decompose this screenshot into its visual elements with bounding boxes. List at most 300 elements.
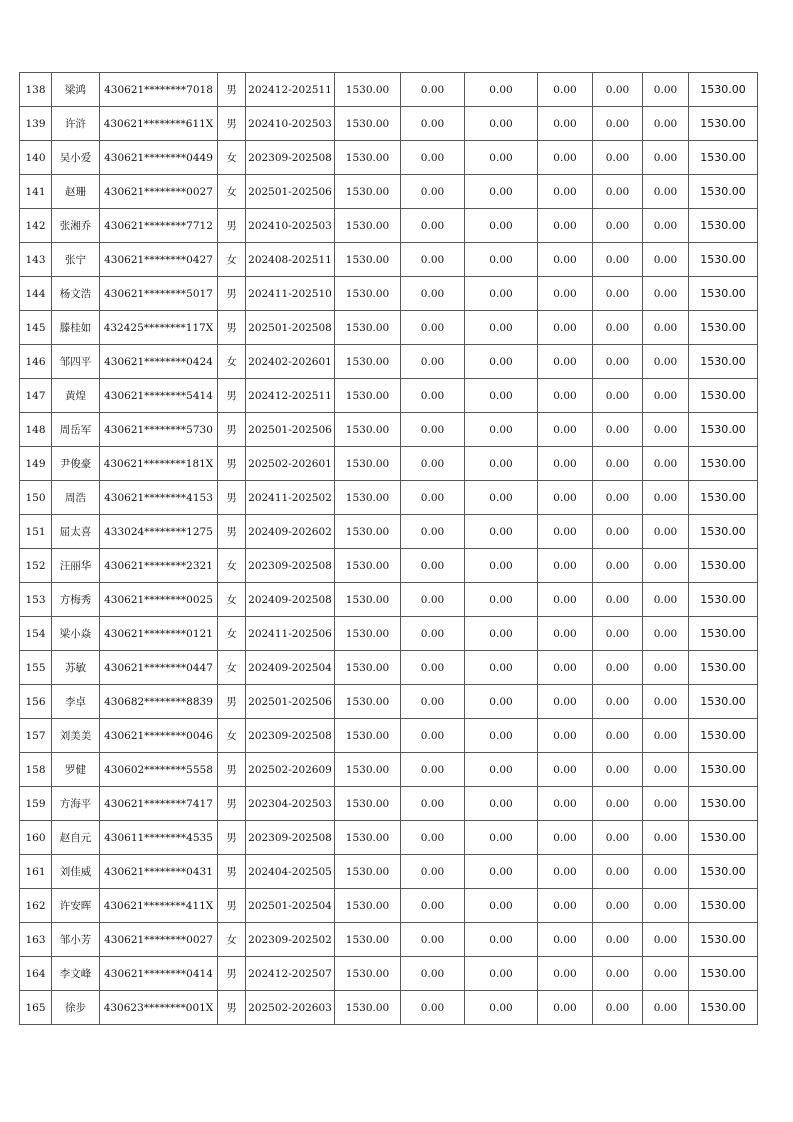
cell-gender: 男 (218, 855, 246, 889)
cell-deduction-4: 0.00 (593, 141, 643, 175)
cell-deduction-4: 0.00 (593, 855, 643, 889)
cell-deduction-2: 0.00 (465, 923, 538, 957)
cell-deduction-1: 0.00 (401, 583, 465, 617)
cell-name: 汪丽华 (52, 549, 100, 583)
cell-total-amount: 1530.00 (689, 923, 758, 957)
cell-deduction-5: 0.00 (643, 617, 689, 651)
cell-deduction-1: 0.00 (401, 957, 465, 991)
cell-deduction-4: 0.00 (593, 481, 643, 515)
cell-gender: 男 (218, 991, 246, 1025)
cell-name: 刘佳威 (52, 855, 100, 889)
cell-row-number: 147 (20, 379, 52, 413)
cell-row-number: 165 (20, 991, 52, 1025)
cell-id-number: 430621********7018 (100, 73, 218, 107)
cell-gender: 女 (218, 549, 246, 583)
cell-standard-amount: 1530.00 (335, 277, 401, 311)
cell-row-number: 148 (20, 413, 52, 447)
cell-deduction-2: 0.00 (465, 787, 538, 821)
cell-deduction-2: 0.00 (465, 107, 538, 141)
subsidy-table (19, 72, 758, 1025)
cell-deduction-4: 0.00 (593, 821, 643, 855)
cell-deduction-4: 0.00 (593, 107, 643, 141)
cell-deduction-2: 0.00 (465, 651, 538, 685)
cell-deduction-3: 0.00 (538, 481, 593, 515)
cell-period: 202412-202507 (246, 957, 335, 991)
cell-deduction-3: 0.00 (538, 719, 593, 753)
cell-total-amount: 1530.00 (689, 209, 758, 243)
cell-total-amount: 1530.00 (689, 379, 758, 413)
cell-id-number: 430621********411X (100, 889, 218, 923)
cell-deduction-5: 0.00 (643, 481, 689, 515)
cell-id-number: 430621********7417 (100, 787, 218, 821)
cell-name: 徐步 (52, 991, 100, 1025)
cell-standard-amount: 1530.00 (335, 243, 401, 277)
cell-name: 刘美美 (52, 719, 100, 753)
cell-gender: 男 (218, 753, 246, 787)
cell-deduction-2: 0.00 (465, 447, 538, 481)
cell-id-number: 430621********5414 (100, 379, 218, 413)
table-row (20, 651, 758, 685)
cell-id-number: 430621********0027 (100, 175, 218, 209)
cell-standard-amount: 1530.00 (335, 923, 401, 957)
cell-id-number: 432425********117X (100, 311, 218, 345)
cell-deduction-5: 0.00 (643, 277, 689, 311)
cell-standard-amount: 1530.00 (335, 515, 401, 549)
cell-period: 202409-202508 (246, 583, 335, 617)
cell-standard-amount: 1530.00 (335, 345, 401, 379)
cell-total-amount: 1530.00 (689, 549, 758, 583)
cell-deduction-4: 0.00 (593, 277, 643, 311)
cell-deduction-4: 0.00 (593, 345, 643, 379)
cell-name: 苏敏 (52, 651, 100, 685)
cell-deduction-2: 0.00 (465, 515, 538, 549)
cell-deduction-5: 0.00 (643, 243, 689, 277)
cell-standard-amount: 1530.00 (335, 447, 401, 481)
table-row (20, 277, 758, 311)
cell-deduction-2: 0.00 (465, 243, 538, 277)
cell-row-number: 155 (20, 651, 52, 685)
cell-standard-amount: 1530.00 (335, 379, 401, 413)
cell-row-number: 141 (20, 175, 52, 209)
cell-period: 202409-202602 (246, 515, 335, 549)
cell-deduction-3: 0.00 (538, 141, 593, 175)
cell-deduction-5: 0.00 (643, 209, 689, 243)
cell-deduction-1: 0.00 (401, 821, 465, 855)
cell-period: 202411-202502 (246, 481, 335, 515)
cell-gender: 女 (218, 345, 246, 379)
cell-id-number: 430621********0449 (100, 141, 218, 175)
cell-deduction-1: 0.00 (401, 889, 465, 923)
cell-total-amount: 1530.00 (689, 107, 758, 141)
cell-total-amount: 1530.00 (689, 141, 758, 175)
cell-deduction-1: 0.00 (401, 243, 465, 277)
cell-period: 202304-202503 (246, 787, 335, 821)
cell-period: 202410-202503 (246, 107, 335, 141)
cell-standard-amount: 1530.00 (335, 583, 401, 617)
cell-deduction-5: 0.00 (643, 107, 689, 141)
cell-deduction-4: 0.00 (593, 515, 643, 549)
cell-name: 张湘乔 (52, 209, 100, 243)
cell-standard-amount: 1530.00 (335, 617, 401, 651)
cell-deduction-3: 0.00 (538, 787, 593, 821)
cell-id-number: 430621********0046 (100, 719, 218, 753)
cell-row-number: 151 (20, 515, 52, 549)
cell-deduction-3: 0.00 (538, 685, 593, 719)
cell-deduction-1: 0.00 (401, 787, 465, 821)
cell-deduction-5: 0.00 (643, 345, 689, 379)
cell-deduction-3: 0.00 (538, 923, 593, 957)
cell-standard-amount: 1530.00 (335, 787, 401, 821)
cell-row-number: 146 (20, 345, 52, 379)
cell-deduction-1: 0.00 (401, 277, 465, 311)
cell-period: 202502-202603 (246, 991, 335, 1025)
cell-deduction-4: 0.00 (593, 617, 643, 651)
cell-gender: 男 (218, 209, 246, 243)
cell-total-amount: 1530.00 (689, 617, 758, 651)
cell-deduction-3: 0.00 (538, 345, 593, 379)
cell-id-number: 430621********7712 (100, 209, 218, 243)
cell-deduction-3: 0.00 (538, 107, 593, 141)
cell-deduction-2: 0.00 (465, 379, 538, 413)
cell-name: 赵珊 (52, 175, 100, 209)
cell-period: 202309-202508 (246, 719, 335, 753)
cell-deduction-5: 0.00 (643, 311, 689, 345)
cell-deduction-2: 0.00 (465, 957, 538, 991)
cell-total-amount: 1530.00 (689, 685, 758, 719)
cell-total-amount: 1530.00 (689, 73, 758, 107)
cell-standard-amount: 1530.00 (335, 311, 401, 345)
cell-id-number: 430621********0427 (100, 243, 218, 277)
cell-row-number: 142 (20, 209, 52, 243)
table-row (20, 311, 758, 345)
cell-deduction-2: 0.00 (465, 175, 538, 209)
cell-deduction-2: 0.00 (465, 277, 538, 311)
cell-period: 202309-202502 (246, 923, 335, 957)
table-row (20, 379, 758, 413)
cell-id-number: 430621********0121 (100, 617, 218, 651)
cell-standard-amount: 1530.00 (335, 549, 401, 583)
cell-gender: 男 (218, 889, 246, 923)
cell-row-number: 158 (20, 753, 52, 787)
cell-deduction-2: 0.00 (465, 889, 538, 923)
cell-deduction-4: 0.00 (593, 447, 643, 481)
table-row (20, 889, 758, 923)
cell-name: 梁小焱 (52, 617, 100, 651)
cell-deduction-5: 0.00 (643, 73, 689, 107)
cell-deduction-5: 0.00 (643, 787, 689, 821)
cell-gender: 男 (218, 957, 246, 991)
cell-deduction-1: 0.00 (401, 107, 465, 141)
cell-name: 许浒 (52, 107, 100, 141)
cell-deduction-2: 0.00 (465, 685, 538, 719)
cell-gender: 男 (218, 107, 246, 141)
cell-period: 202411-202510 (246, 277, 335, 311)
cell-total-amount: 1530.00 (689, 719, 758, 753)
cell-deduction-1: 0.00 (401, 719, 465, 753)
cell-deduction-5: 0.00 (643, 515, 689, 549)
cell-standard-amount: 1530.00 (335, 855, 401, 889)
cell-deduction-1: 0.00 (401, 685, 465, 719)
cell-row-number: 139 (20, 107, 52, 141)
cell-period: 202412-202511 (246, 73, 335, 107)
cell-id-number: 430621********181X (100, 447, 218, 481)
cell-deduction-4: 0.00 (593, 889, 643, 923)
cell-row-number: 143 (20, 243, 52, 277)
cell-period: 202501-202508 (246, 311, 335, 345)
cell-total-amount: 1530.00 (689, 243, 758, 277)
cell-deduction-3: 0.00 (538, 651, 593, 685)
cell-deduction-2: 0.00 (465, 481, 538, 515)
cell-deduction-5: 0.00 (643, 175, 689, 209)
cell-deduction-5: 0.00 (643, 889, 689, 923)
cell-deduction-1: 0.00 (401, 515, 465, 549)
cell-deduction-3: 0.00 (538, 311, 593, 345)
cell-row-number: 144 (20, 277, 52, 311)
cell-name: 周岳军 (52, 413, 100, 447)
cell-period: 202501-202506 (246, 685, 335, 719)
cell-deduction-5: 0.00 (643, 753, 689, 787)
cell-deduction-2: 0.00 (465, 311, 538, 345)
cell-gender: 男 (218, 481, 246, 515)
cell-period: 202309-202508 (246, 821, 335, 855)
cell-deduction-2: 0.00 (465, 345, 538, 379)
cell-gender: 女 (218, 719, 246, 753)
cell-deduction-4: 0.00 (593, 651, 643, 685)
cell-id-number: 430621********5017 (100, 277, 218, 311)
cell-row-number: 145 (20, 311, 52, 345)
table-row (20, 243, 758, 277)
cell-deduction-3: 0.00 (538, 855, 593, 889)
cell-deduction-2: 0.00 (465, 583, 538, 617)
cell-name: 李文峰 (52, 957, 100, 991)
cell-period: 202502-202601 (246, 447, 335, 481)
cell-gender: 女 (218, 243, 246, 277)
cell-gender: 男 (218, 311, 246, 345)
cell-name: 邹四平 (52, 345, 100, 379)
cell-name: 方梅秀 (52, 583, 100, 617)
cell-row-number: 154 (20, 617, 52, 651)
cell-deduction-1: 0.00 (401, 855, 465, 889)
cell-deduction-1: 0.00 (401, 413, 465, 447)
cell-deduction-5: 0.00 (643, 855, 689, 889)
cell-name: 邹小芳 (52, 923, 100, 957)
cell-period: 202402-202601 (246, 345, 335, 379)
table-row (20, 583, 758, 617)
cell-period: 202501-202506 (246, 413, 335, 447)
cell-standard-amount: 1530.00 (335, 957, 401, 991)
table-row (20, 447, 758, 481)
cell-deduction-4: 0.00 (593, 583, 643, 617)
cell-deduction-4: 0.00 (593, 413, 643, 447)
cell-total-amount: 1530.00 (689, 957, 758, 991)
cell-deduction-1: 0.00 (401, 923, 465, 957)
cell-id-number: 430682********8839 (100, 685, 218, 719)
cell-deduction-3: 0.00 (538, 753, 593, 787)
cell-standard-amount: 1530.00 (335, 141, 401, 175)
cell-total-amount: 1530.00 (689, 889, 758, 923)
cell-standard-amount: 1530.00 (335, 651, 401, 685)
cell-gender: 男 (218, 787, 246, 821)
cell-gender: 男 (218, 73, 246, 107)
cell-deduction-3: 0.00 (538, 957, 593, 991)
cell-gender: 男 (218, 685, 246, 719)
table-row (20, 515, 758, 549)
cell-period: 202410-202503 (246, 209, 335, 243)
cell-row-number: 152 (20, 549, 52, 583)
cell-row-number: 160 (20, 821, 52, 855)
cell-row-number: 153 (20, 583, 52, 617)
cell-deduction-1: 0.00 (401, 345, 465, 379)
cell-deduction-4: 0.00 (593, 787, 643, 821)
cell-period: 202502-202609 (246, 753, 335, 787)
cell-row-number: 164 (20, 957, 52, 991)
cell-deduction-1: 0.00 (401, 753, 465, 787)
cell-id-number: 430621********0027 (100, 923, 218, 957)
cell-period: 202411-202506 (246, 617, 335, 651)
cell-deduction-3: 0.00 (538, 991, 593, 1025)
cell-total-amount: 1530.00 (689, 413, 758, 447)
cell-gender: 女 (218, 583, 246, 617)
table-row (20, 175, 758, 209)
cell-standard-amount: 1530.00 (335, 685, 401, 719)
cell-gender: 男 (218, 821, 246, 855)
cell-deduction-2: 0.00 (465, 821, 538, 855)
cell-name: 黄煌 (52, 379, 100, 413)
cell-period: 202501-202506 (246, 175, 335, 209)
cell-deduction-1: 0.00 (401, 209, 465, 243)
cell-total-amount: 1530.00 (689, 515, 758, 549)
cell-id-number: 430621********0431 (100, 855, 218, 889)
cell-name: 罗健 (52, 753, 100, 787)
cell-name: 尹俊豪 (52, 447, 100, 481)
cell-deduction-5: 0.00 (643, 991, 689, 1025)
cell-gender: 女 (218, 923, 246, 957)
cell-deduction-1: 0.00 (401, 175, 465, 209)
cell-deduction-5: 0.00 (643, 957, 689, 991)
cell-name: 许安晖 (52, 889, 100, 923)
cell-gender: 男 (218, 515, 246, 549)
table-row (20, 855, 758, 889)
cell-row-number: 162 (20, 889, 52, 923)
cell-period: 202409-202504 (246, 651, 335, 685)
cell-deduction-3: 0.00 (538, 889, 593, 923)
cell-total-amount: 1530.00 (689, 447, 758, 481)
cell-deduction-5: 0.00 (643, 923, 689, 957)
cell-id-number: 430621********4153 (100, 481, 218, 515)
cell-deduction-4: 0.00 (593, 719, 643, 753)
cell-deduction-2: 0.00 (465, 719, 538, 753)
cell-deduction-3: 0.00 (538, 821, 593, 855)
cell-name: 滕桂如 (52, 311, 100, 345)
cell-total-amount: 1530.00 (689, 753, 758, 787)
cell-total-amount: 1530.00 (689, 277, 758, 311)
cell-name: 赵自元 (52, 821, 100, 855)
cell-deduction-3: 0.00 (538, 277, 593, 311)
cell-deduction-5: 0.00 (643, 821, 689, 855)
cell-deduction-4: 0.00 (593, 549, 643, 583)
cell-deduction-1: 0.00 (401, 617, 465, 651)
cell-row-number: 140 (20, 141, 52, 175)
cell-row-number: 163 (20, 923, 52, 957)
cell-deduction-4: 0.00 (593, 73, 643, 107)
cell-deduction-3: 0.00 (538, 515, 593, 549)
cell-name: 杨文浩 (52, 277, 100, 311)
table-row (20, 957, 758, 991)
table-row (20, 685, 758, 719)
cell-name: 李卓 (52, 685, 100, 719)
cell-deduction-4: 0.00 (593, 753, 643, 787)
cell-id-number: 430621********0414 (100, 957, 218, 991)
cell-name: 屈太喜 (52, 515, 100, 549)
cell-standard-amount: 1530.00 (335, 73, 401, 107)
cell-deduction-2: 0.00 (465, 991, 538, 1025)
cell-id-number: 430621********0025 (100, 583, 218, 617)
cell-id-number: 430611********4535 (100, 821, 218, 855)
cell-id-number: 430621********611X (100, 107, 218, 141)
cell-period: 202501-202504 (246, 889, 335, 923)
cell-deduction-3: 0.00 (538, 447, 593, 481)
cell-deduction-4: 0.00 (593, 379, 643, 413)
cell-deduction-3: 0.00 (538, 379, 593, 413)
cell-id-number: 430621********0424 (100, 345, 218, 379)
table-row (20, 345, 758, 379)
cell-period: 202412-202511 (246, 379, 335, 413)
cell-deduction-2: 0.00 (465, 549, 538, 583)
cell-total-amount: 1530.00 (689, 651, 758, 685)
cell-gender: 男 (218, 277, 246, 311)
cell-deduction-3: 0.00 (538, 175, 593, 209)
cell-gender: 男 (218, 379, 246, 413)
cell-gender: 女 (218, 175, 246, 209)
cell-deduction-1: 0.00 (401, 481, 465, 515)
cell-total-amount: 1530.00 (689, 311, 758, 345)
cell-name: 张宁 (52, 243, 100, 277)
cell-deduction-4: 0.00 (593, 175, 643, 209)
cell-deduction-4: 0.00 (593, 243, 643, 277)
cell-period: 202408-202511 (246, 243, 335, 277)
cell-deduction-3: 0.00 (538, 209, 593, 243)
cell-deduction-2: 0.00 (465, 413, 538, 447)
cell-deduction-2: 0.00 (465, 617, 538, 651)
cell-deduction-1: 0.00 (401, 447, 465, 481)
cell-standard-amount: 1530.00 (335, 719, 401, 753)
cell-deduction-2: 0.00 (465, 141, 538, 175)
cell-deduction-1: 0.00 (401, 549, 465, 583)
cell-deduction-2: 0.00 (465, 855, 538, 889)
cell-id-number: 430621********0447 (100, 651, 218, 685)
table-row (20, 617, 758, 651)
cell-deduction-1: 0.00 (401, 311, 465, 345)
cell-deduction-4: 0.00 (593, 923, 643, 957)
cell-deduction-1: 0.00 (401, 379, 465, 413)
cell-id-number: 430621********2321 (100, 549, 218, 583)
table-row (20, 413, 758, 447)
cell-deduction-3: 0.00 (538, 413, 593, 447)
cell-standard-amount: 1530.00 (335, 413, 401, 447)
cell-standard-amount: 1530.00 (335, 107, 401, 141)
table-row (20, 923, 758, 957)
cell-name: 梁鸿 (52, 73, 100, 107)
cell-total-amount: 1530.00 (689, 175, 758, 209)
cell-row-number: 157 (20, 719, 52, 753)
cell-row-number: 150 (20, 481, 52, 515)
cell-deduction-2: 0.00 (465, 73, 538, 107)
cell-deduction-5: 0.00 (643, 583, 689, 617)
cell-row-number: 149 (20, 447, 52, 481)
cell-standard-amount: 1530.00 (335, 175, 401, 209)
cell-total-amount: 1530.00 (689, 481, 758, 515)
cell-deduction-1: 0.00 (401, 991, 465, 1025)
